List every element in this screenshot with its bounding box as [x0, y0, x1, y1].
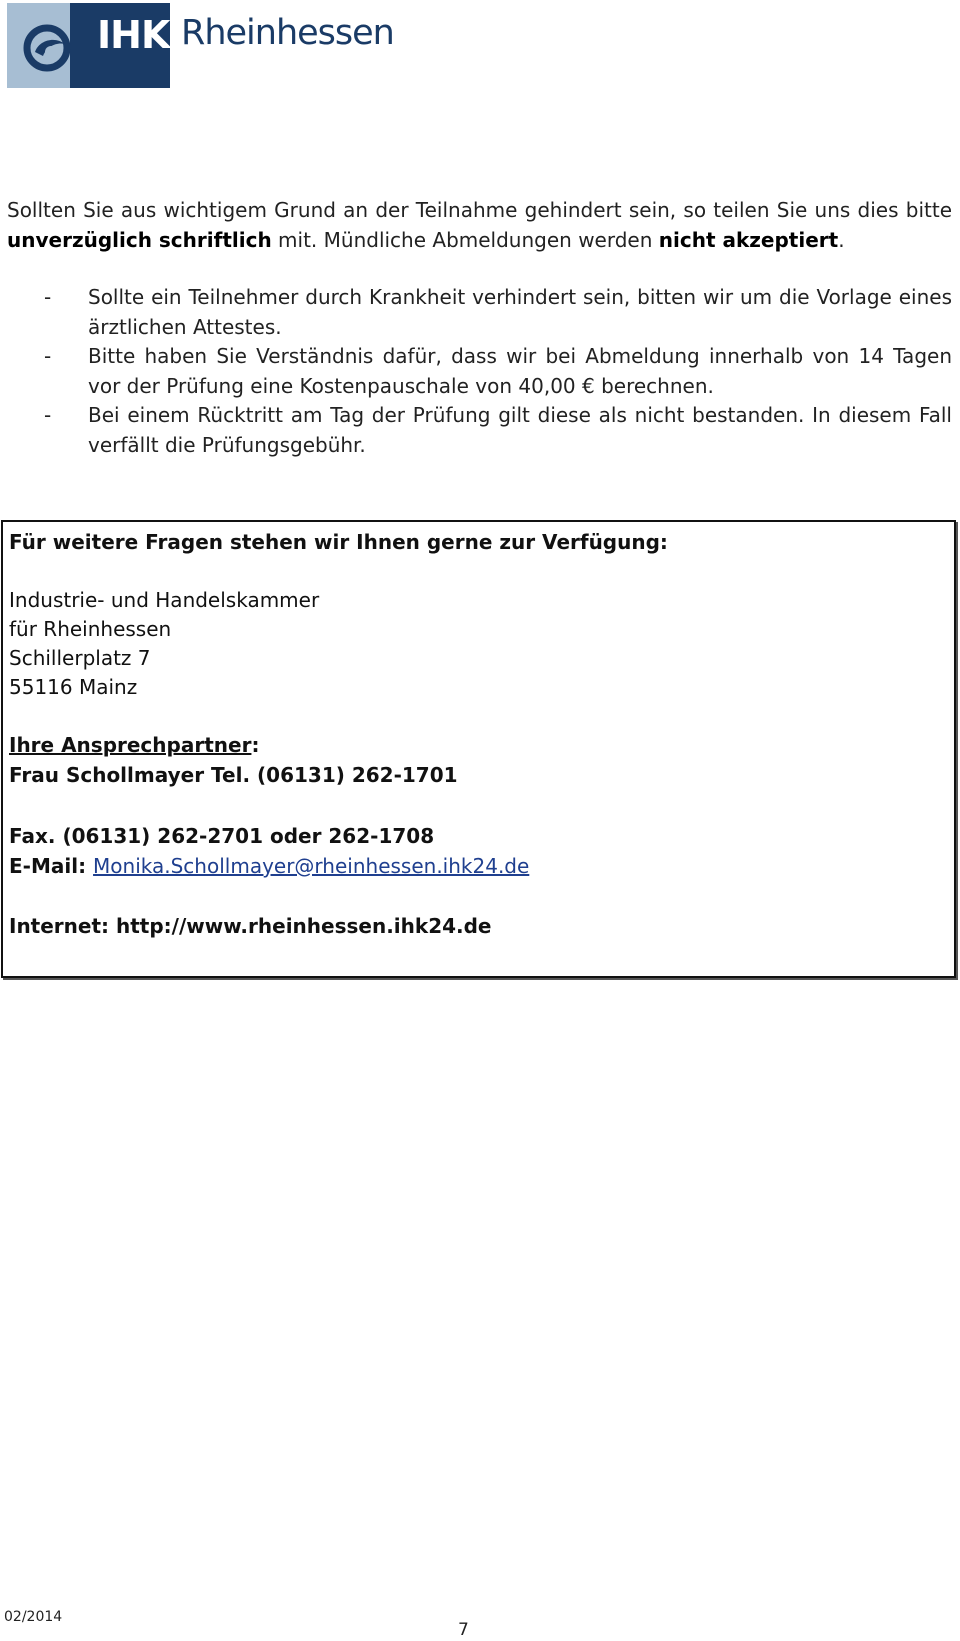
contact-box — [1, 520, 956, 978]
contact-label-colon: : — [251, 733, 260, 757]
cancellation-intro — [7, 195, 952, 255]
address-line-3: Schillerplatz 7 — [9, 646, 151, 670]
intro-text-3: . — [838, 228, 845, 252]
cancellation-rules-list — [7, 283, 952, 460]
list-item — [7, 342, 952, 401]
intro-bold-2: nicht akzeptiert — [658, 228, 839, 252]
page-number: 7 — [458, 1620, 469, 1640]
globe-swirl-icon — [21, 22, 73, 74]
address-line-4: 55116 Mainz — [9, 675, 138, 699]
list-dash: - — [44, 344, 52, 368]
address-line-2: für Rheinhessen — [9, 617, 172, 641]
intro-text-2: mit. Mündliche Abmeldungen werden — [271, 228, 659, 252]
address-line-1: Industrie- und Handelskammer — [9, 588, 320, 612]
contact-heading: Für weitere Fragen stehen wir Ihnen gerne zur Verfügung: — [9, 530, 668, 554]
list-item-text: Bitte haben Sie Verständnis dafür, dass wir bei Abmeldung innerhalb von 14 Tagen vor der Prüfung eine Kostenpauschale von 40,00 € berechnen. — [88, 344, 952, 398]
list-item-text: Bei einem Rücktritt am Tag der Prüfung gilt diese als nicht bestanden. In diesem Fall verfällt die Prüfungsgebühr. — [88, 403, 952, 457]
list-item-text: Sollte ein Teilnehmer durch Krankheit verhindert sein, bitten wir um die Vorlage eines ärztlichen Attestes. — [88, 285, 952, 339]
email-label: E-Mail: — [9, 854, 94, 878]
ihk-logo — [7, 3, 394, 88]
footer-date: 02/2014 — [4, 1609, 63, 1625]
logo-ihk-text: IHK — [97, 13, 170, 57]
list-dash: - — [44, 285, 52, 309]
list-dash: - — [44, 403, 52, 427]
logo-region-text: Rheinhessen — [181, 13, 394, 53]
contact-label-text: Ihre Ansprechpartner — [9, 733, 252, 757]
intro-bold-1: unverzüglich schriftlich — [7, 228, 272, 252]
email-line — [9, 854, 529, 878]
logo-block — [7, 3, 170, 88]
fax-line: Fax. (06131) 262-2701 oder 262-1708 — [9, 824, 435, 848]
contact-person-label — [9, 733, 259, 757]
intro-text-1: Sollten Sie aus wichtigem Grund an der Teilnahme gehindert sein, so teilen Sie uns dies bitte — [7, 198, 952, 222]
email-link[interactable]: Monika.Schollmayer@rheinhessen.ihk24.de — [93, 854, 530, 878]
contact-person-phone: Frau Schollmayer Tel. (06131) 262-1701 — [9, 763, 458, 787]
list-item — [7, 283, 952, 342]
list-item — [7, 401, 952, 460]
internet-line: Internet: http://www.rheinhessen.ihk24.de — [9, 914, 492, 938]
